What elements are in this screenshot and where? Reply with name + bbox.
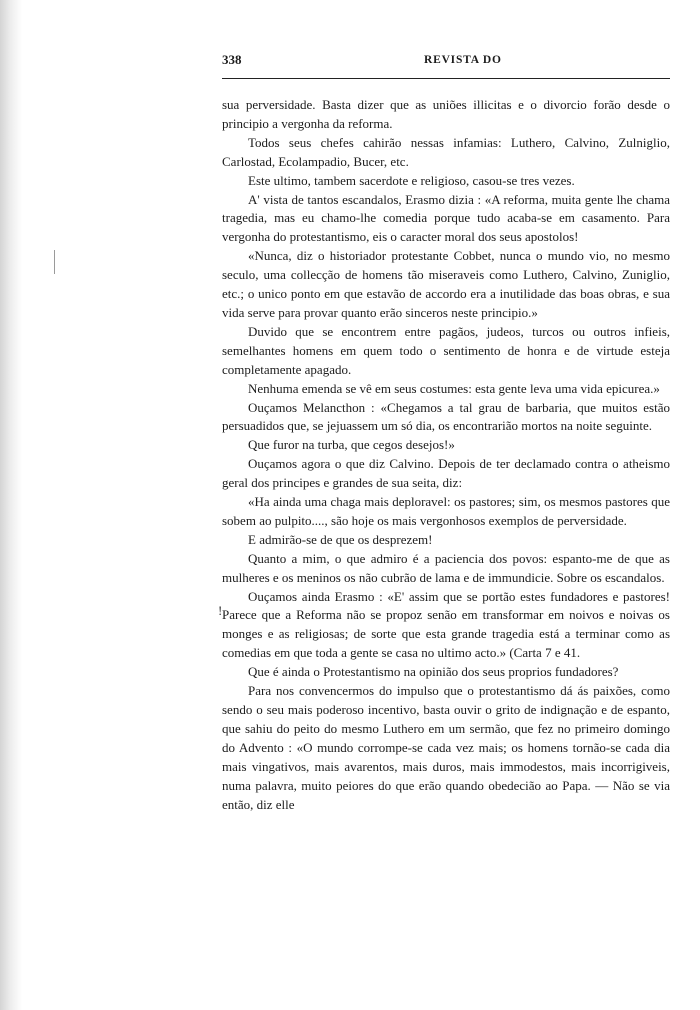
paragraph: Duvido que se encontrem entre pagãos, judeos, turcos ou outros infieis, semelhantes homens em quem todo o sentimento de honra e de virtude esteja completamente apagado. [222, 323, 670, 377]
header-rule [222, 78, 670, 79]
paragraph: Ouçamos Melancthon : «Chegamos a tal grau de barbaria, que muitos estão persuadidos que, se jejuassem um só dia, os encontrarião mortos na noite seguinte. [222, 399, 670, 434]
paragraph: Que furor na turba, que cegos desejos!» [248, 437, 455, 453]
paragraph: Para nos convencermos do impulso que o protestantismo dá ás paixões, como sendo o seu mais poderoso incentivo, basta ouvir o grito de indignação e de espanto, que sahiu do peito do mesmo Luthero em um sermão, que fez no primeiro domingo do Advento : «O mundo corrompe-se cada vez mais; os homens tornão-se cada dia mais vingativos, mais avarentos, mais duros, mais immodestos, mais incorrigiveis, numa palavra, muito peiores do que erão quando obedecião ao Papa. — Não se via então, diz elle [222, 683, 670, 812]
page-number: 338 [222, 52, 242, 67]
paragraph: E admirão-se de que os desprezem! [248, 531, 433, 547]
body-text [222, 96, 670, 814]
running-head: REVISTA DO [424, 54, 502, 66]
paragraph: Nenhuma emenda se vê em seus costumes: esta gente leva uma vida epicurea.» [248, 380, 660, 396]
paragraph: «Ha ainda uma chaga mais deploravel: os pastores; sim, os mesmos pastores que sobem ao pulpito...., são hoje os mais vergonhosos exemplos de perversidade. [222, 494, 670, 528]
paragraph: Quanto a mim, o que admiro é a paciencia dos povos: espanto-me de que as mulheres e os meninos os não cubrão de lama e de immundicie. Sobre os escandalos. [222, 550, 670, 585]
paragraph: Que é ainda o Protestantismo na opinião dos seus proprios fundadores? [248, 664, 619, 680]
paragraph: Ouçamos ainda Erasmo : «E' assim que se portão estes fundadores e pastores! Parece que a Reforma não se propoz senão em transformar em noivos e noivas os monges e as religiosas; de sorte que esta grande tragedia está a terminar como as comedias em que toda a gente se casa no ultimo acto.» (Carta 7 e 41. [222, 588, 670, 661]
paragraph: sua perversidade. Basta dizer que as uniões illicitas e o divorcio forão desde o principio a vergonha da reforma. [222, 97, 670, 131]
page-edge-shadow [0, 0, 22, 1010]
page-header [222, 52, 670, 72]
paragraph: A' vista de tantos escandalos, Erasmo dizia : «A reforma, muita gente lhe chama tragedia, mas eu chamo-lhe comedia porque tudo acaba-se em casamento. Para vergonha do protestantismo, eis o caracter moral dos seus apostolos! [222, 191, 670, 245]
paragraph: Todos seus chefes cahirão nessas infamias: Luthero, Calvino, Zulniglio, Carlostad, Ecolampadio, Bucer, etc. [222, 134, 670, 169]
margin-mark-line [54, 250, 55, 274]
margin-mark: ! [218, 603, 223, 618]
paragraph: Este ultimo, tambem sacerdote e religioso, casou-se tres vezes. [248, 172, 575, 188]
paragraph: Ouçamos agora o que diz Calvino. Depois de ter declamado contra o atheismo geral dos principes e grandes de sua seita, diz: [222, 456, 670, 491]
paragraph: «Nunca, diz o historiador protestante Cobbet, nunca o mundo vio, no mesmo seculo, uma collecção de homens tão miseraveis como Luthero, Calvino, Zuniglio, etc.; o unico ponto em que estavão de accordo era a inutilidade das boas obras, e sua vida serve para provar quanto erão sinceros neste principio.» [222, 248, 670, 320]
